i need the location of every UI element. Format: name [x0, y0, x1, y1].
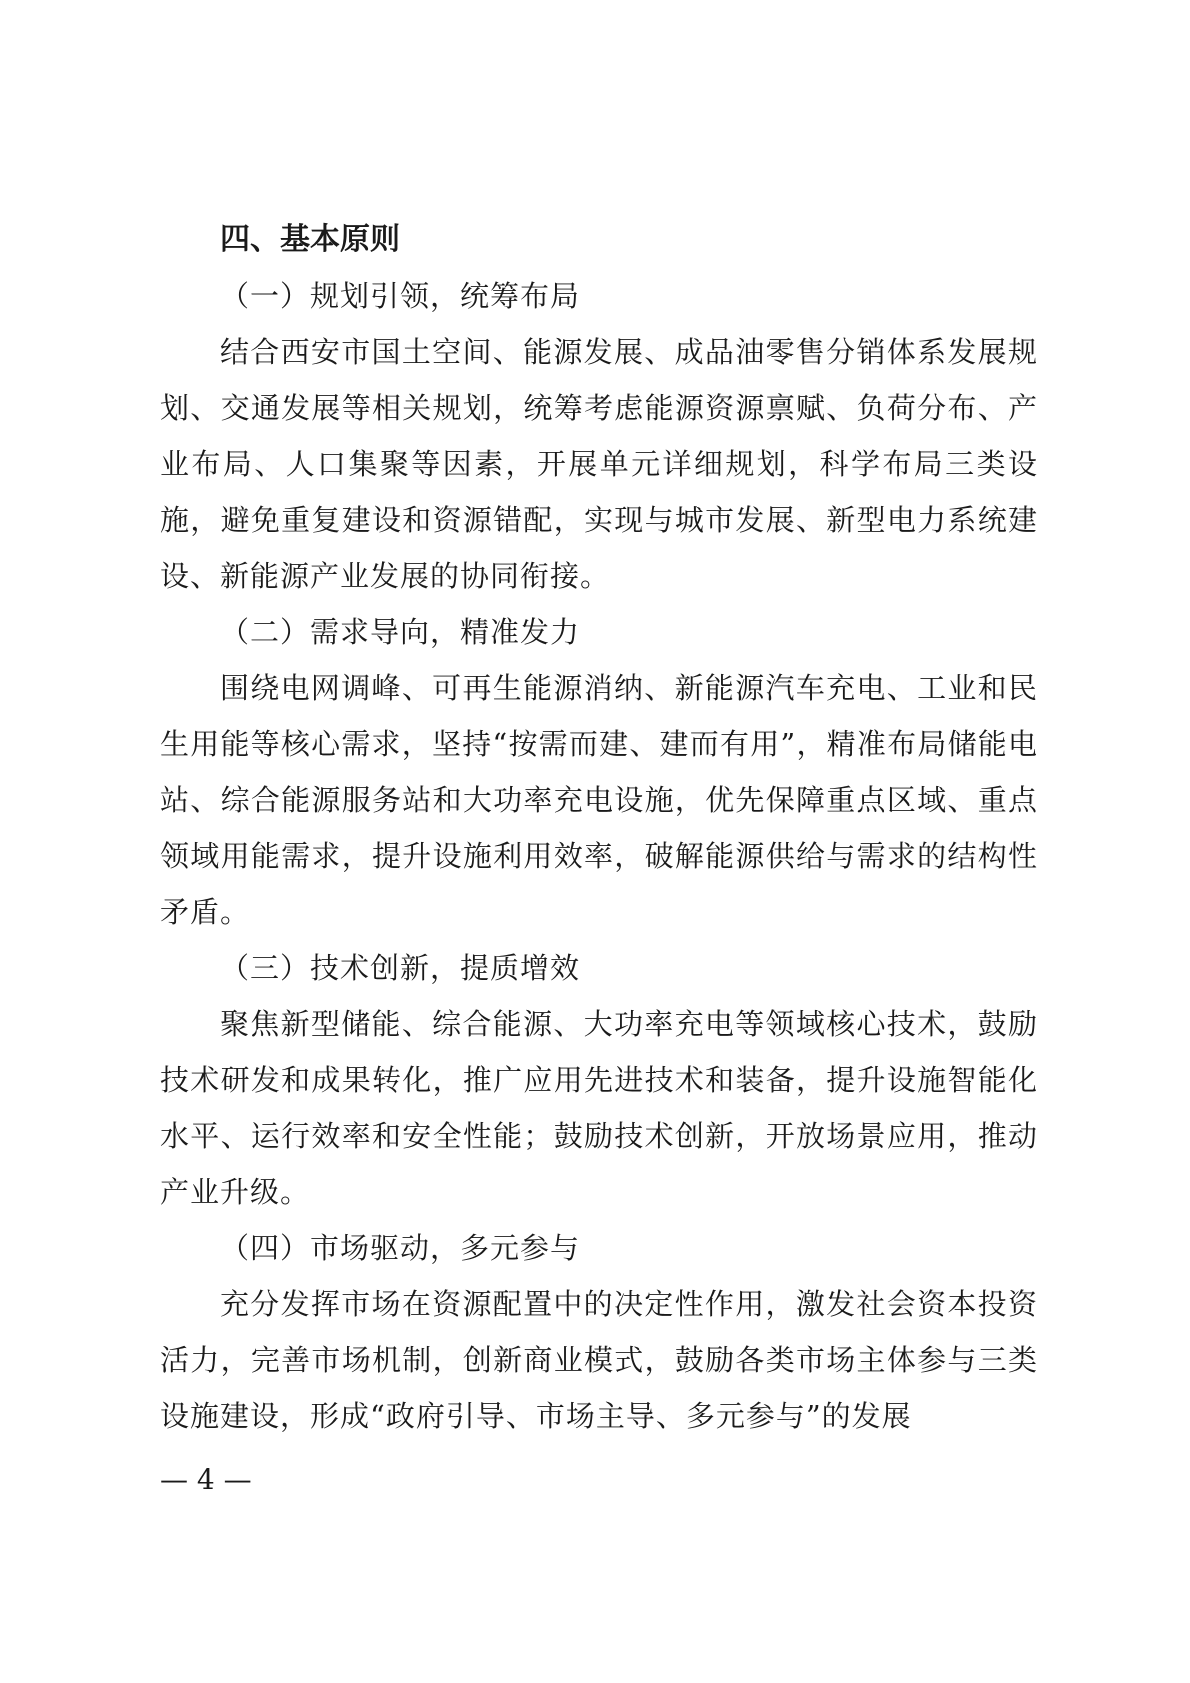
subsection-title-1: （一）规划引领，统筹布局: [220, 279, 581, 313]
subsection-body-1: 结合西安市国土空间、能源发展、成品油零售分销体系发展规划、交通发展等相关规划，统筹考虑能源资源禀赋、负荷分布、产业布局、人口集聚等因素，开展单元详细规划，科学布局三类设施，避免重复建设和资源错配，实现与城市发展、新型电力系统建设、新能源产业发展的协同衔接。: [160, 335, 1038, 593]
subsection-title-2: （二）需求导向，精准发力: [220, 615, 581, 649]
subsection-title-3: （三）技术创新，提质增效: [220, 951, 581, 985]
page-number: — 4 —: [160, 1463, 252, 1496]
subsection-body-4: 充分发挥市场在资源配置中的决定性作用，激发社会资本投资活力，完善市场机制，创新商业模式，鼓励各类市场主体参与三类设施建设，形成“政府引导、市场主导、多元参与”的发展: [160, 1287, 1038, 1433]
subsection-body-2: 围绕电网调峰、可再生能源消纳、新能源汽车充电、工业和民生用能等核心需求，坚持“按需而建、建而有用”，精准布局储能电站、综合能源服务站和大功率充电设施，优先保障重点区域、重点领域用能需求，提升设施利用效率，破解能源供给与需求的结构性矛盾。: [160, 671, 1038, 929]
document-body: [160, 212, 1038, 1444]
section-heading: 四、基本原则: [220, 222, 400, 257]
subsection-title-4: （四）市场驱动，多元参与: [220, 1231, 581, 1265]
subsection-body-3: 聚焦新型储能、综合能源、大功率充电等领域核心技术，鼓励技术研发和成果转化，推广应用先进技术和装备，提升设施智能化水平、运行效率和安全性能；鼓励技术创新，开放场景应用，推动产业升级。: [160, 1007, 1038, 1209]
